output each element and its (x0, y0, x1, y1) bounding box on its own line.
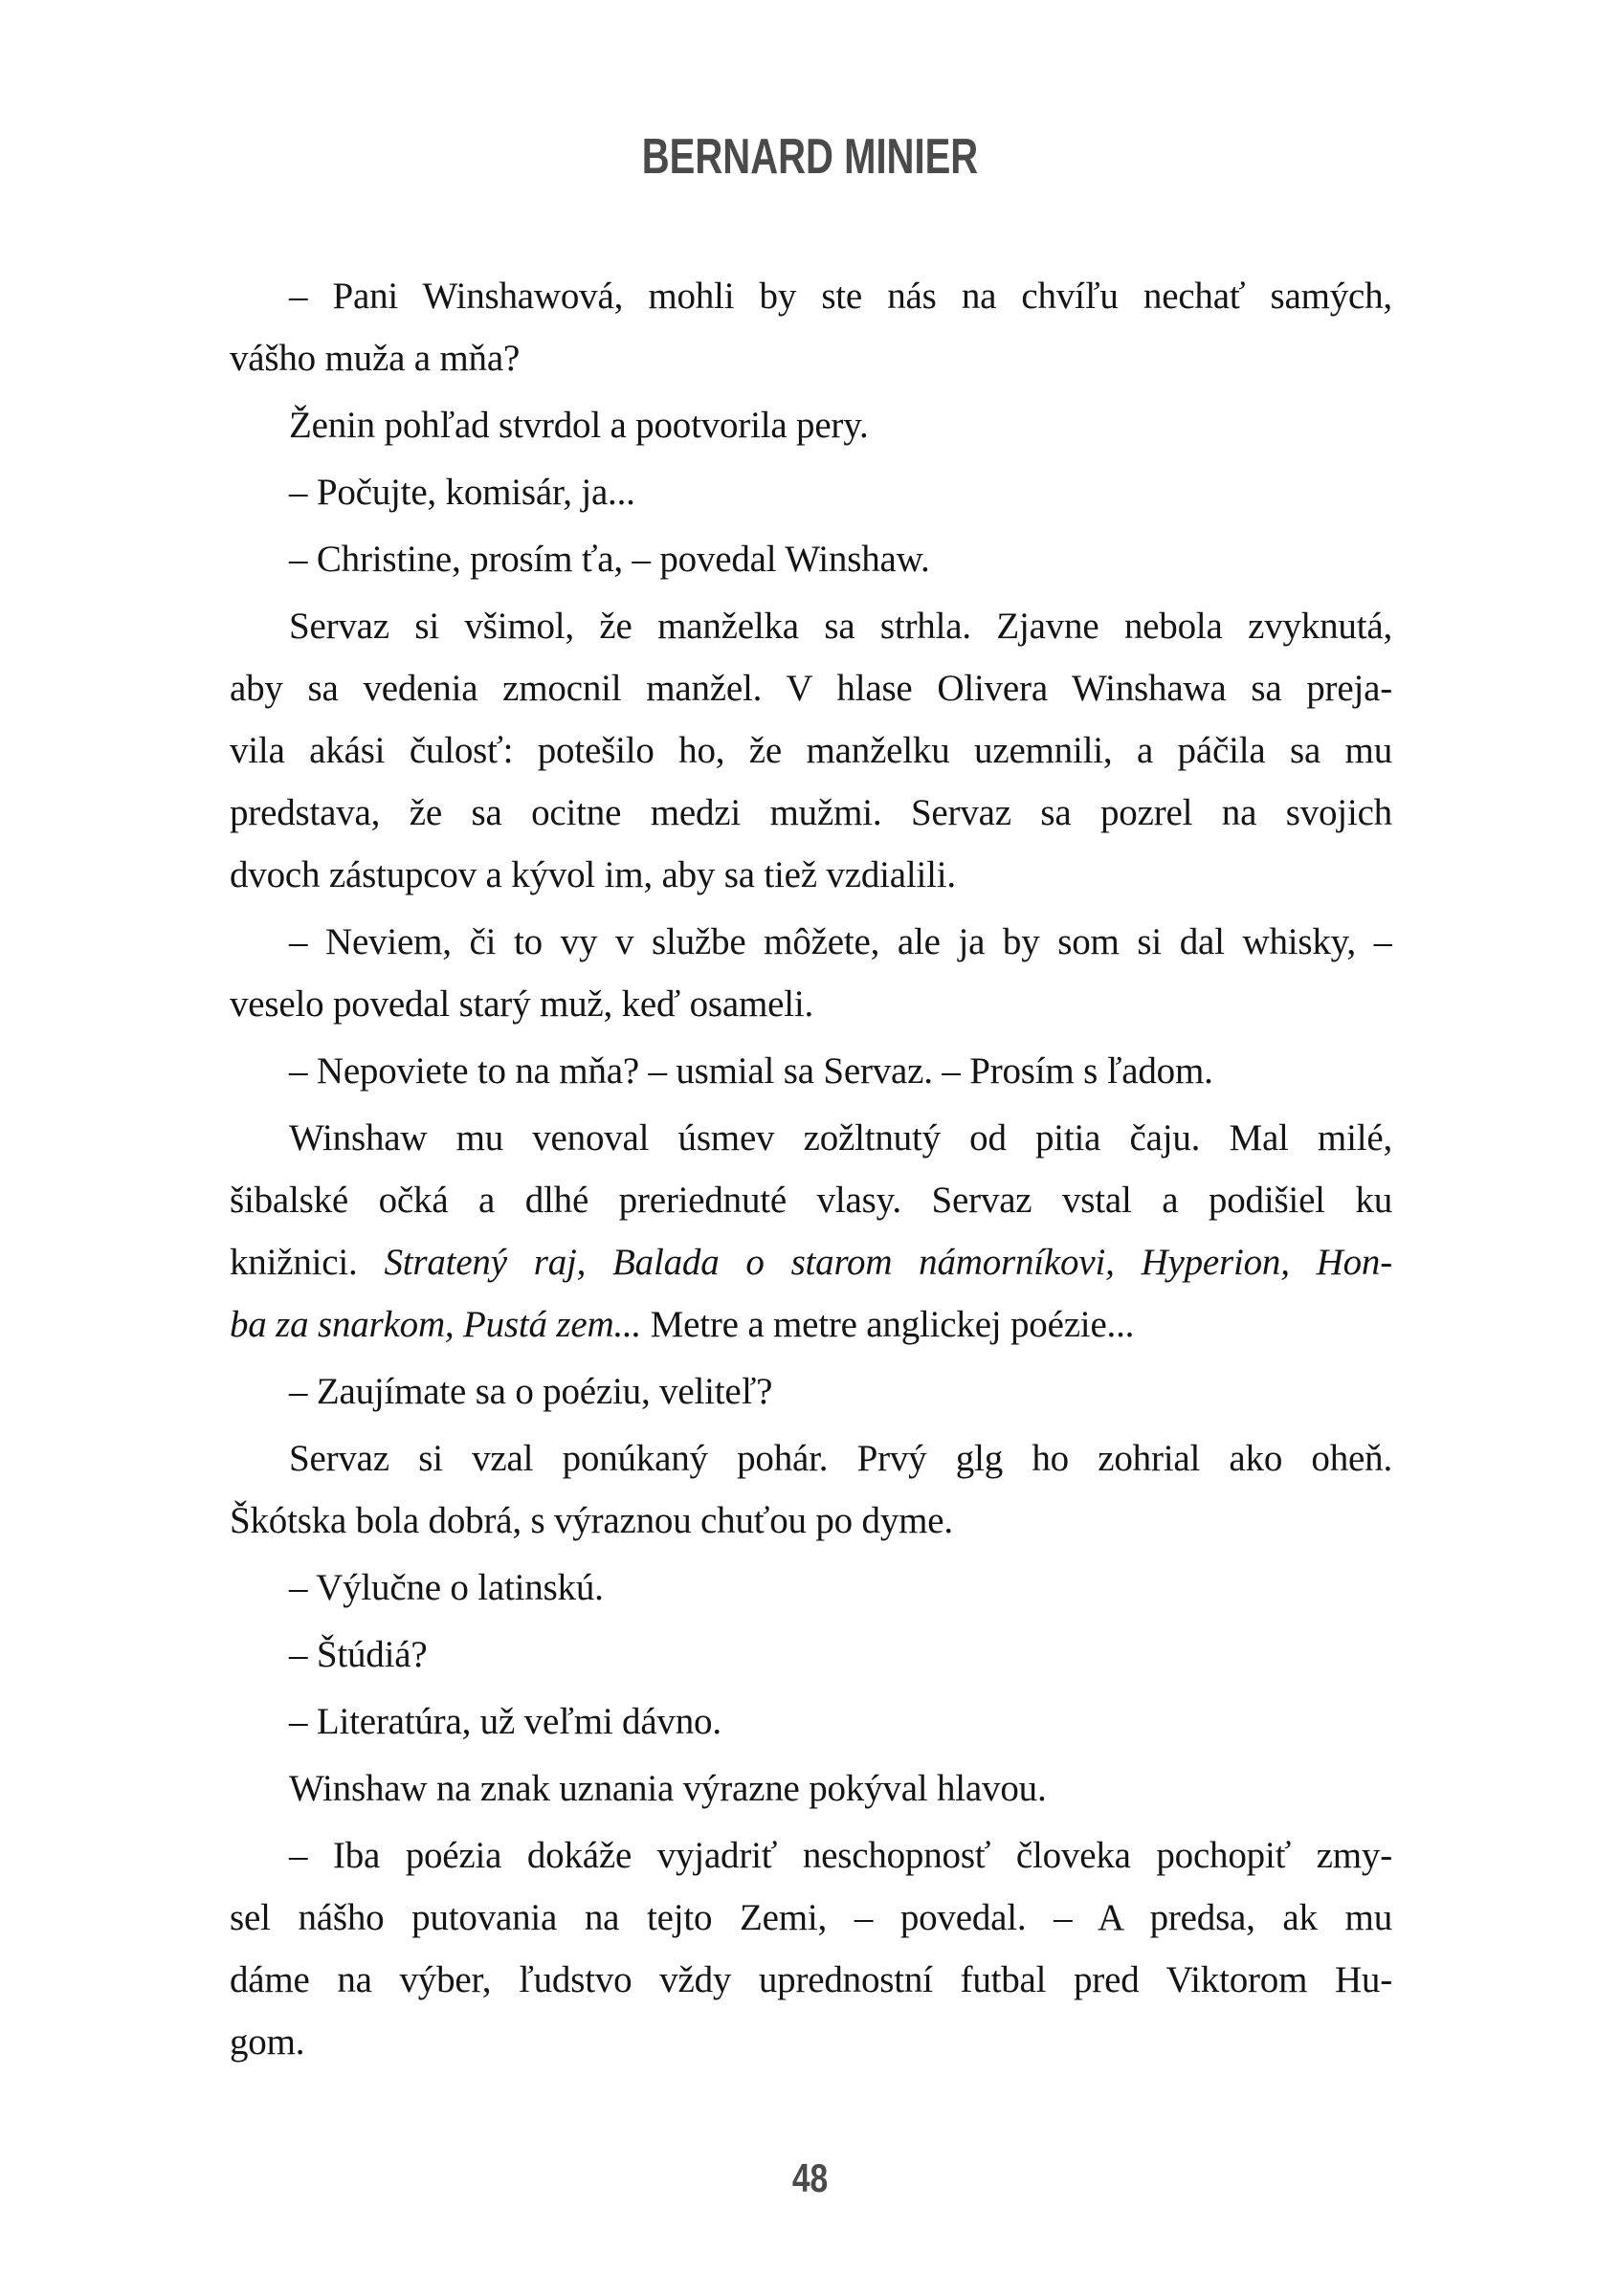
text-line (230, 1757, 1392, 1820)
text-run: – Neviem, či to vy v službe môžete, ale ja by som si dal whisky, – (289, 921, 1392, 962)
text-line (230, 1040, 1392, 1102)
text-run: Servaz si vzal ponúkaný pohár. Prvý glg ho zohrial ako oheň. (289, 1438, 1392, 1479)
text-run: – Výlučne o latinskú. (289, 1567, 604, 1608)
text-run: dvoch zástupcov a kývol im, aby sa tiež vzdialili. (230, 854, 956, 895)
text-line (230, 973, 1392, 1035)
text-run: – Počujte, komisár, ja... (289, 472, 635, 513)
text-run: knižnici. (230, 1242, 385, 1283)
text-run: predstava, že sa ocitne medzi mužmi. Servaz sa pozrel na svojich (230, 792, 1392, 833)
text-line (230, 1293, 1392, 1356)
text-run: dáme na výber, ľudstvo vždy uprednostní futbal pred Viktorom Hu- (230, 1959, 1392, 2000)
text-run: aby sa vedenia zmocnil manžel. V hlase Olivera Winshawa sa preja- (230, 668, 1392, 709)
text-run: – Iba poézia dokáže vyjadriť neschopnosť človeka pochopiť zmy- (289, 1835, 1392, 1876)
text-line (230, 782, 1392, 844)
text-run: – Nepoviete to na mňa? – usmial sa Servaz. – Prosím s ľadom. (289, 1050, 1213, 1092)
body-text (230, 265, 1392, 2073)
text-run: Metre a metre anglickej poézie... (641, 1304, 1135, 1345)
text-line (230, 1360, 1392, 1423)
text-line (230, 1887, 1392, 1949)
text-line (230, 1427, 1392, 1490)
text-run: Winshaw na znak uznania výrazne pokýval hlavou. (289, 1768, 1047, 1809)
text-line (230, 394, 1392, 456)
italic-text-run: Stratený raj, Balada o starom námorníkovi, Hyperion, Hon- (384, 1242, 1392, 1283)
page-number: 48 (791, 2155, 829, 2200)
text-run: – Zaujímate sa o poéziu, veliteľ? (289, 1371, 773, 1412)
text-line (230, 1623, 1392, 1686)
text-run: – Literatúra, už veľmi dávno. (289, 1701, 721, 1742)
text-line (230, 719, 1392, 782)
text-line (230, 265, 1392, 327)
text-run: Winshaw mu venoval úsmev zožltnutý od pitia čaju. Mal milé, (289, 1117, 1392, 1159)
text-run: Servaz si všimol, že manželka sa strhla. Zjavne nebola zvyknutá, (289, 606, 1392, 647)
text-line (230, 1169, 1392, 1231)
text-line (230, 911, 1392, 973)
text-run: – Štúdiá? (289, 1634, 428, 1675)
text-line (230, 528, 1392, 590)
text-run: veselo povedal starý muž, keď osameli. (230, 983, 814, 1025)
text-run: – Christine, prosím ťa, – povedal Winshaw. (289, 539, 930, 580)
text-line (230, 1690, 1392, 1753)
italic-text-run: ba za snarkom, Pustá zem... (230, 1304, 642, 1345)
text-run: vila akási čulosť: potešilo ho, že manželku uzemnili, a páčila sa mu (230, 730, 1392, 771)
text-line (230, 461, 1392, 523)
text-line (230, 1490, 1392, 1552)
text-line (230, 327, 1392, 389)
text-run: – Pani Winshawová, mohli by ste nás na chvíľu nechať samých, (289, 276, 1392, 317)
text-line (230, 1824, 1392, 1887)
text-line (230, 1556, 1392, 1619)
text-line (230, 657, 1392, 719)
text-line (230, 844, 1392, 906)
text-line (230, 1231, 1392, 1293)
text-run: šibalské očká a dlhé preriednuté vlasy. Servaz vstal a podišiel ku (230, 1180, 1392, 1221)
text-run: gom. (230, 2021, 305, 2063)
running-header-author: BERNARD MINIER (641, 129, 979, 185)
text-line (230, 2011, 1392, 2073)
text-run: sel nášho putovania na tejto Zemi, – povedal. – A predsa, ak mu (230, 1897, 1392, 1938)
text-line (230, 1107, 1392, 1169)
text-run: vášho muža a mňa? (230, 338, 521, 379)
text-run: Škótska bola dobrá, s výraznou chuťou po dyme. (230, 1500, 953, 1541)
text-line (230, 1949, 1392, 2011)
text-line (230, 595, 1392, 657)
text-run: Ženin pohľad stvrdol a pootvorila pery. (289, 405, 869, 446)
